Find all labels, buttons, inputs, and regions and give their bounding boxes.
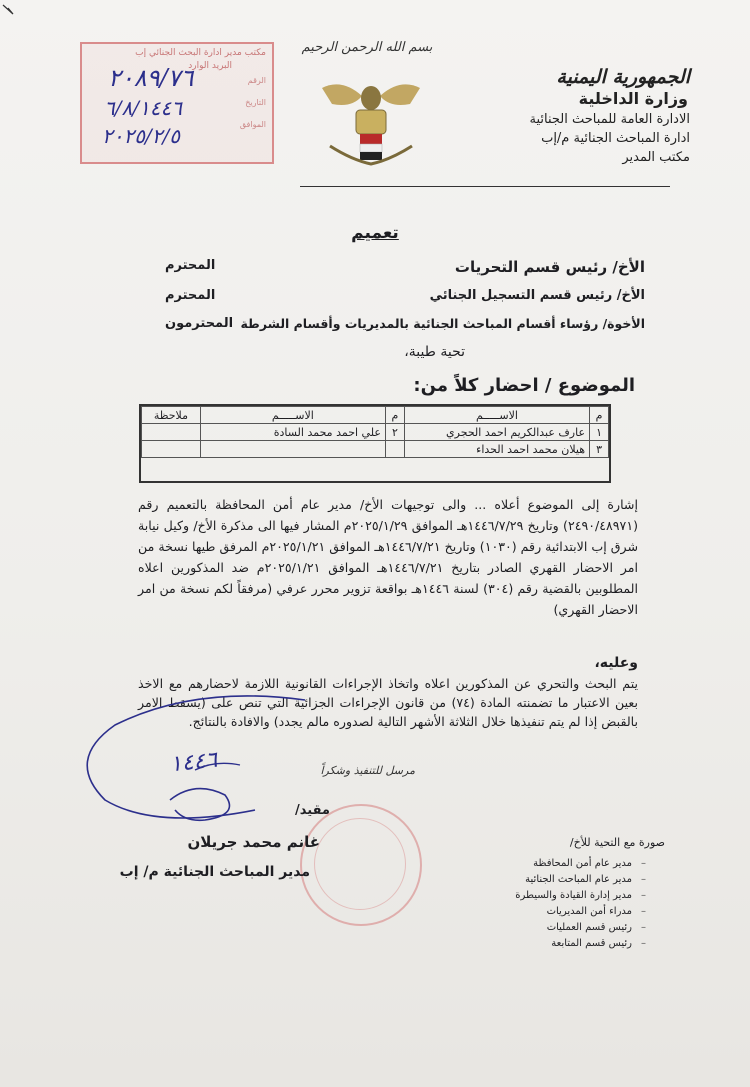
person-name: علي احمد محمد السادة	[200, 424, 385, 441]
cc-heading: صورة مع التحية للأخ/	[569, 836, 665, 849]
wanted-persons-table	[139, 404, 611, 483]
body-paragraph-reference: إشارة إلى الموضوع أعلاه ... والى توجيهات الأخ/ مدير عام أمن المحافظة بالتعميم رقم (٢٤٩٠/٤٨٩٧١) وتاريخ ١٤٤٦/٧/٢٩هـ الموافق ٢٠٢٥/١/٢٩م المشار فيها الى مذكرة الأخ/ وكيل نيابة شرق إب الابتدائية رقم (١٠٣٠) وتاريخ ١٤٤٦/٧/٢١هـ الموافق ٢٠٢٥/١/٢١م المرفق طيها نسخة من امر الاحضار القهري الصادر بتاريخ ١٤٤٦/٧/٢١هـ الموافق ٢٠٢٥/١/٢١م ضد المذكورين اعلاه المطلوبين بالقضية رقم (٣٠٤) لسنة ١٤٤٦هـ بواقعة تزوير محرر عرفي (مرفقاً لكم نسخة من امر الاحضار القهري)	[138, 497, 639, 617]
department-line-2: ادارة المباحث الجنائية م/إب	[541, 131, 690, 146]
signatory-title: مدير المباحث الجنائية م/ إب	[119, 864, 310, 880]
stamp-label-corresponding: الموافق	[239, 120, 266, 129]
addressee-name: الأخ/ رئيس قسم التحريات	[454, 258, 645, 276]
table-header-row	[142, 407, 609, 424]
republic-name: الجمهورية اليمنية	[556, 66, 690, 88]
row-number	[385, 441, 404, 458]
handwritten-ref-date-gregorian: ٢٠٢٥/٢/٥	[102, 124, 180, 148]
header-divider	[300, 186, 670, 187]
row-number: ٢	[385, 424, 404, 441]
cc-item: – مدير إدارة القيادة والسيطرة	[452, 888, 632, 904]
row-note	[142, 424, 201, 441]
row-note	[142, 441, 201, 458]
addressee-name: الأخوة/ رؤساء أقسام المباحث الجنائية بالمديريات وأقسام الشرطة	[240, 316, 645, 331]
incoming-stamp	[80, 42, 274, 164]
addressee-name: الأخ/ رئيس قسم التسجيل الجنائي	[429, 288, 645, 303]
handwritten-year: ١٤٤٦	[168, 747, 219, 778]
letterhead	[440, 66, 690, 167]
signatory-name: غانم محمد جريلان	[187, 833, 320, 851]
addressee-honorific: المحترم	[165, 288, 216, 303]
cc-item: – رئيس قسم العمليات	[452, 920, 632, 936]
col-header-number: م	[385, 407, 404, 424]
official-round-stamp	[300, 804, 422, 926]
person-name: عارف عبدالكريم احمد الحجري	[404, 424, 589, 441]
greeting: تحية طيبة،	[404, 344, 465, 360]
eagle-emblem-icon	[312, 68, 430, 168]
addressee-honorific: المحترمون	[165, 316, 234, 331]
addressee-row	[165, 258, 645, 276]
cc-list	[452, 856, 632, 952]
closing-line: مرسل للتنفيذ وشكراً	[320, 764, 415, 777]
person-name: هيلان محمد احمد الحداء	[404, 441, 589, 458]
row-number: ٣	[590, 441, 609, 458]
ministry-name: وزارة الداخلية	[578, 89, 688, 108]
stamp-label-date: التاريخ	[245, 98, 266, 107]
stamp-label-number: الرقم	[247, 76, 266, 85]
col-header-number: م	[590, 407, 609, 424]
stamp-title: مكتب مدير ادارة البحث الجنائي إب	[135, 48, 266, 58]
handwritten-ref-number: ٢٠٨٩/٧٦	[108, 64, 194, 92]
addressee-row	[165, 316, 645, 331]
table-row	[142, 441, 609, 458]
round-stamp-inner-ring	[314, 818, 406, 910]
cc-item: – رئيس قسم المتابعة	[452, 936, 632, 952]
emblem-motto: بسم الله الرحمن الرحيم	[301, 40, 433, 55]
table-row	[142, 424, 609, 441]
handwritten-ref-date-hijri: ٦/٨/١٤٤٦	[104, 96, 182, 120]
col-header-name: الاســـــم	[200, 407, 385, 424]
cc-item: – مدراء أمن المديريات	[452, 904, 632, 920]
cc-item: – مدير عام أمن المحافظة	[452, 856, 632, 872]
addressee-honorific: المحترم	[165, 258, 216, 273]
signatory-rank: مقيد/	[295, 803, 330, 818]
col-header-name: الاســـــم	[404, 407, 589, 424]
stamp-subtitle: البريد الوارد	[188, 61, 232, 71]
cc-item: – مدير عام المباحث الجنائية	[452, 872, 632, 888]
corner-mark	[0, 0, 30, 30]
national-emblem	[292, 40, 442, 165]
accordingly-heading: وعليه،	[594, 655, 638, 671]
subject-line: الموضوع / احضار كلاً من:	[413, 375, 635, 396]
department-line-3: مكتب المدير	[622, 150, 690, 165]
document-title: تعميم	[351, 223, 399, 243]
department-line-1: الادارة العامة للمباحث الجنائية	[529, 112, 690, 127]
body-paragraph-instructions: يتم البحث والتحري عن المذكورين اعلاه واتخاذ الإجراءات القانونية اللازمة لاحضارهم مع الاخذ بعين الاعتبار ما تضمنته المادة (٧٤) من قانون الإجراءات الجزائية التي تنص على (يسقط الامر بالقبض إذا لم يتم تنفيذها خلال الثلاثة الأشهر التالية لصدوره مالم يجدد) والافادة بالنتائج.	[138, 676, 638, 729]
names-table	[141, 406, 609, 458]
row-number: ١	[590, 424, 609, 441]
col-header-note: ملاحظة	[142, 407, 201, 424]
addressee-row	[165, 288, 645, 303]
person-name	[200, 441, 385, 458]
